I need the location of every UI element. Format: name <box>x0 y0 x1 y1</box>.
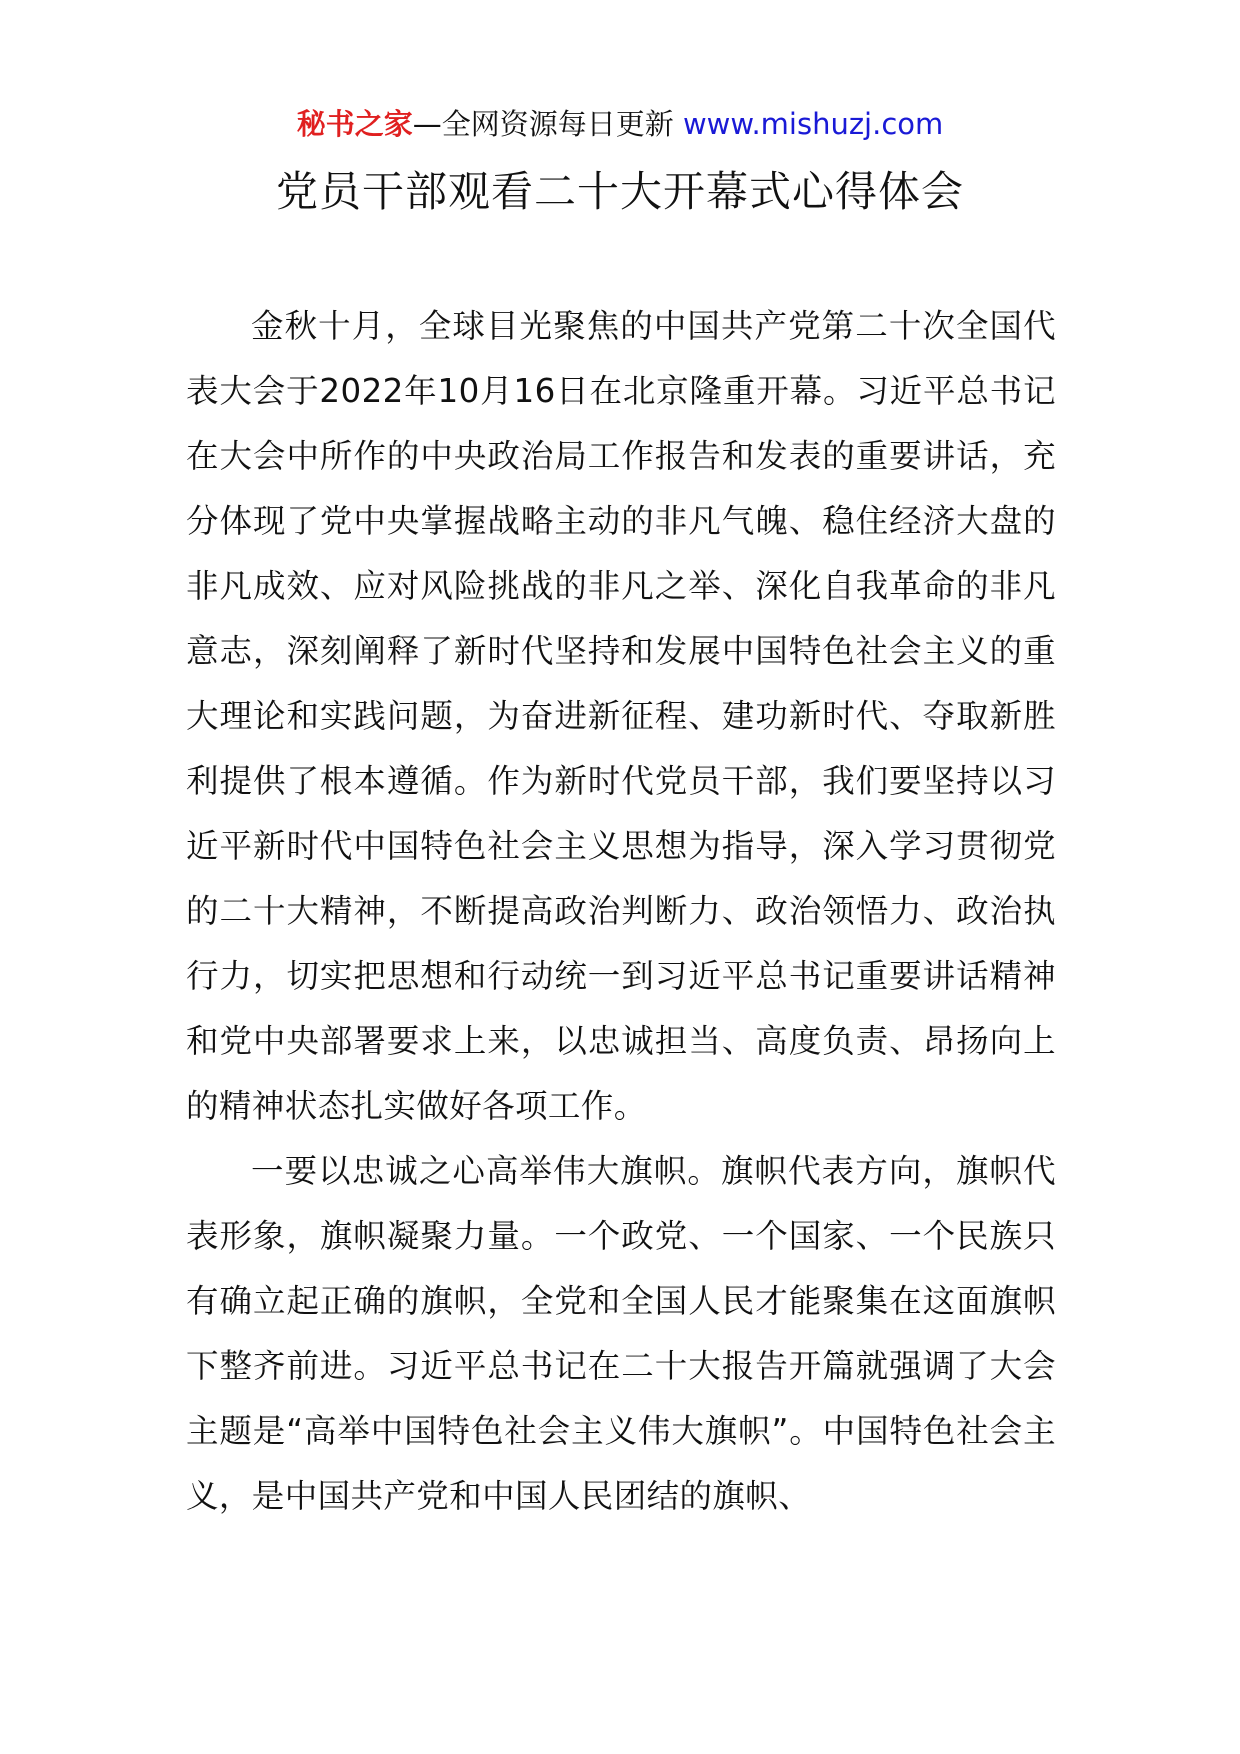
paragraph-point-one: 一要以忠诚之心高举伟大旗帜。旗帜代表方向，旗帜代表形象，旗帜凝聚力量。一个政党、一个国家、一个民族只有确立起正确的旗帜，全党和全国人民才能聚集在这面旗帜下整齐前进。习近平总书记在二十大报告开篇就强调了大会主题是“高举中国特色社会主义伟大旗帜”。中国特色社会主义，是中国共产党和中国人民团结的旗帜、 <box>186 1152 1056 1515</box>
brand-name: 秘书之家 <box>296 107 413 141</box>
site-url-link[interactable]: www.mishuzj.com <box>682 107 944 141</box>
header-tagline: —全网资源每日更新 <box>412 107 683 141</box>
document-title: 党员干部观看二十大开幕式心得体会 <box>275 167 964 216</box>
site-header <box>0 104 1240 144</box>
paragraph-intro: 金秋十月，全球目光聚焦的中国共产党第二十次全国代表大会于2022年10月16日在北京隆重开幕。习近平总书记在大会中所作的中央政治局工作报告和发表的重要讲话，充分体现了党中央掌握战略主动的非凡气魄、稳住经济大盘的非凡成效、应对风险挑战的非凡之举、深化自我革命的非凡意志，深刻阐释了新时代坚持和发展中国特色社会主义的重大理论和实践问题，为奋进新征程、建功新时代、夺取新胜利提供了根本遵循。作为新时代党员干部，我们要坚持以习近平新时代中国特色社会主义思想为指导，深入学习贯彻党的二十大精神，不断提高政治判断力、政治领悟力、政治执行力，切实把思想和行动统一到习近平总书记重要讲话精神和党中央部署要求上来，以忠诚担当、高度负责、昂扬向上的精神状态扎实做好各项工作。 <box>186 307 1056 1125</box>
document-body <box>186 294 1056 1529</box>
